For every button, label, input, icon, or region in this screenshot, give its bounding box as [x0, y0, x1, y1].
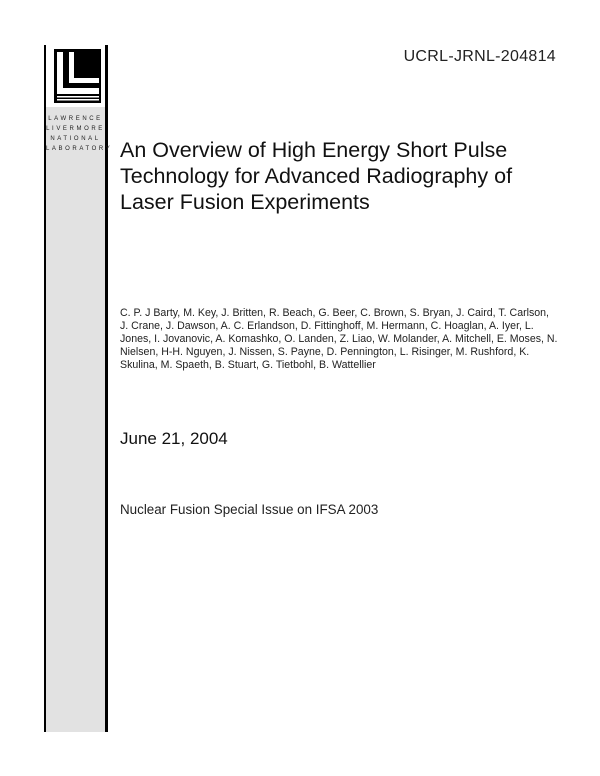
- lab-name-line-3: NATIONAL: [50, 136, 101, 142]
- lab-name-line-4: LABORATORY: [46, 146, 113, 152]
- lab-name-line-2: LIVERMORE: [46, 126, 105, 132]
- llnl-logo: [46, 45, 105, 107]
- author-list: C. P. J Barty, M. Key, J. Britten, R. Beach, G. Beer, C. Brown, S. Bryan, J. Caird, T. Carlson, J. Crane, J. Dawson, A. C. Erlandson, D. Fittinghoff, M. Hermann, C. Hoaglan, A. Iyer, L. Jones, I. Jovanovic, A. Komashko, O. Landen, Z. Liao, W. Molander, A. Mitchell, E. Moses, N. Nielsen, H-H. Nguyen, J. Nissen, S. Payne, D. Pennington, L. Risinger, M. Rushford, K. Skulina, M. Spaeth, B. Stuart, G. Tietbohl, B. Wattellier: [120, 307, 558, 371]
- journal-name: Nuclear Fusion Special Issue on IFSA 2003: [120, 502, 379, 517]
- publication-date: June 21, 2004: [120, 429, 228, 448]
- document-title: An Overview of High Energy Short Pulse Technology for Advanced Radiography of Laser Fusion Experiments: [120, 138, 513, 214]
- report-number: UCRL-JRNL-204814: [403, 48, 556, 65]
- lab-name-line-1: LAWRENCE: [48, 116, 103, 122]
- lab-name: [46, 114, 113, 154]
